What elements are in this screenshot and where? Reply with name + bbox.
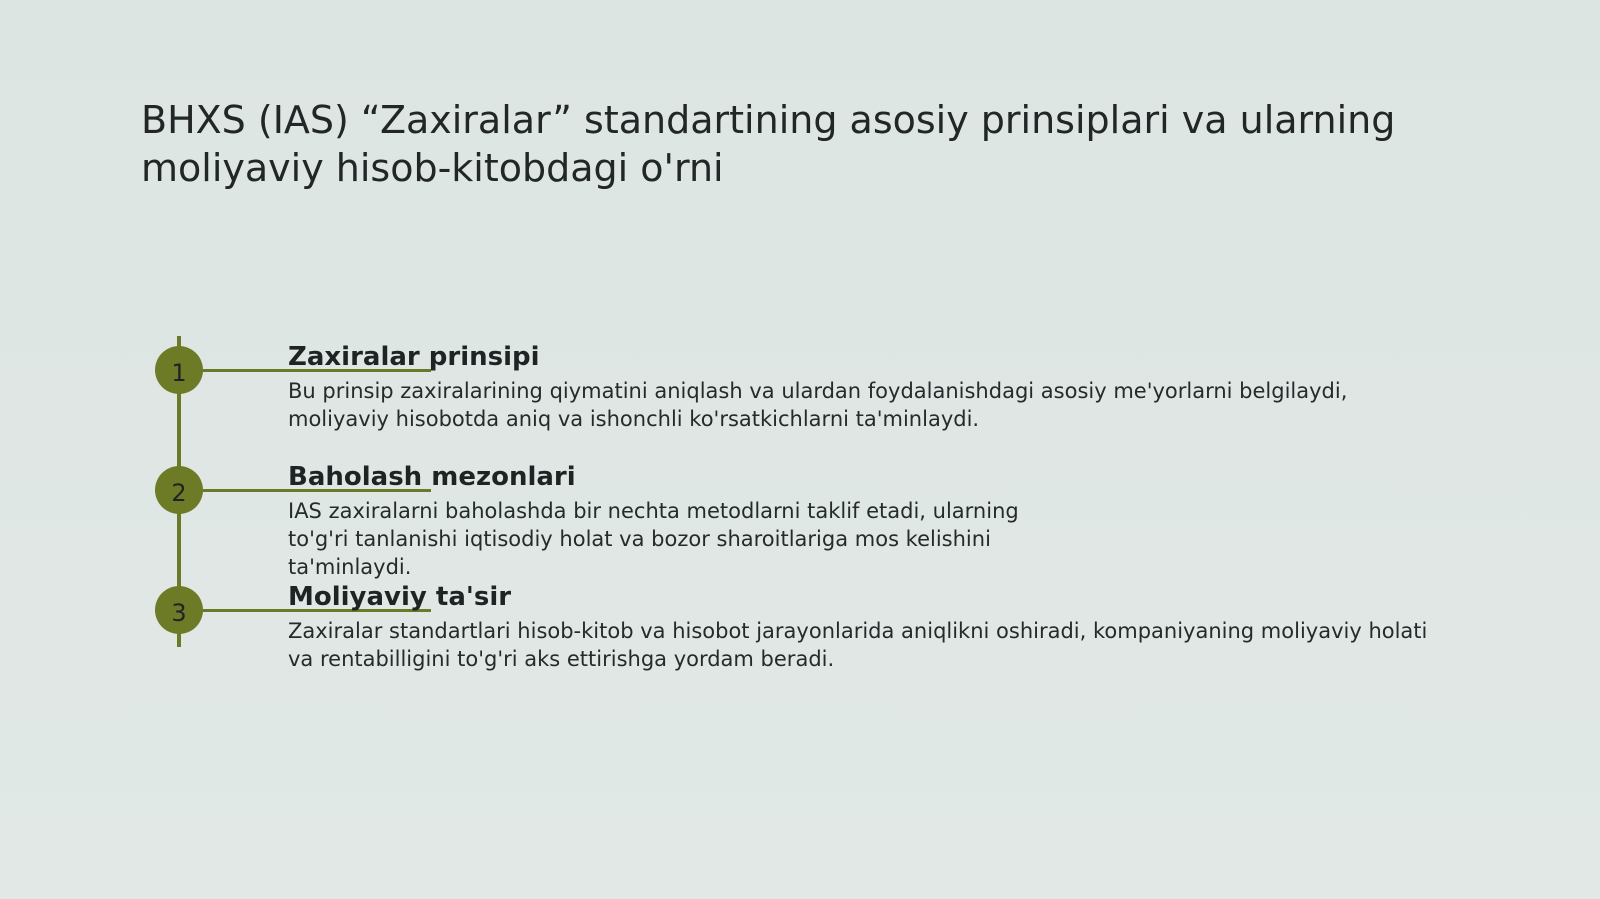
step-description: IAS zaxiralarni baholashda bir nechta metodlarni taklif etadi, ularning to'g'ri tanlanishi iqtisodiy holat va bozor sharoitlariga mos kelishini ta'minlaydi.: [288, 499, 1019, 579]
step-number-badge: 3: [155, 586, 203, 634]
step-title: Moliyaviy ta'sir: [288, 582, 512, 612]
step-number-badge: 1: [155, 346, 203, 394]
step-number-badge: 2: [155, 466, 203, 514]
step-title: Baholash mezonlari: [288, 462, 576, 492]
step-description: Zaxiralar standartlari hisob-kitob va hisobot jarayonlarida aniqlikni oshiradi, kompaniyaning moliyaviy holati va rentabilligini to'g'ri aks ettirishga yordam beradi.: [288, 619, 1428, 671]
slide-title: BHXS (IAS) “Zaxiralar” standartining asosiy prinsiplari va ularning moliyaviy hisob-kitobdagi o'rni: [141, 98, 1396, 190]
step-title: Zaxiralar prinsipi: [288, 342, 540, 372]
step-description: Bu prinsip zaxiralarining qiymatini aniqlash va ulardan foydalanishdagi asosiy me'yorlarni belgilaydi, moliyaviy hisobotda aniq va ishonchli ko'rsatkichlarni ta'minlaydi.: [288, 379, 1348, 431]
